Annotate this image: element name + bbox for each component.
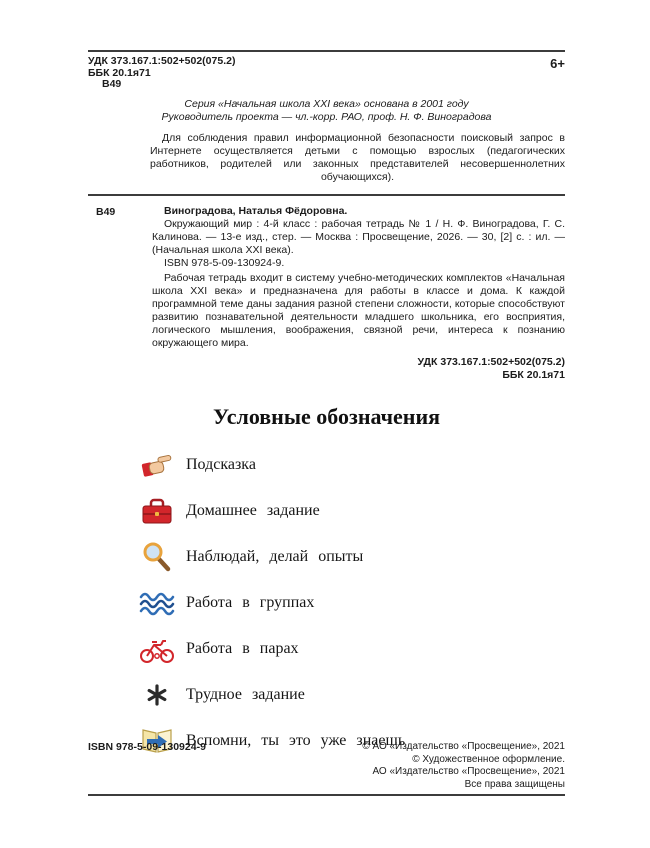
top-rule: [88, 50, 565, 52]
briefcase-icon: [136, 495, 178, 527]
footer: [88, 741, 565, 791]
bbk-code-right: ББК 20.1я71: [502, 368, 565, 381]
page-content: [88, 56, 565, 764]
bib-author-sign: В49: [96, 205, 116, 218]
age-rating-badge: 6+: [550, 56, 565, 71]
legend-label: Наблюдай, делай опыты: [186, 547, 364, 565]
asterisk-icon: [136, 679, 178, 711]
legend-title: Условные обозначения: [212, 403, 441, 429]
bib-annotation: Рабочая тетрадь входит в систему учебно-методических комплектов «Начальная школа XXI века» и предназначена для работы в классе и дома. К каждой программной теме даны задания разной степени сложности, которые способствуют развитию познавательной деятельности младшего школьника, его восприятия, логического мышления, воображения, связной речи, интереса к познанию окружающего мира.: [152, 271, 565, 349]
legend-item-groups: [136, 580, 565, 626]
series-info: [88, 98, 565, 124]
bib-isbn: ISBN 978-5-09-130924-9.: [164, 256, 285, 269]
header-row: [88, 56, 565, 91]
copyright-block: [362, 741, 565, 791]
copyright-line: АО «Издательство «Просвещение», 2021: [372, 766, 565, 777]
series-head-line: Руководитель проекта — чл.-корр. РАО, проф. Н. Ф. Виноградова: [161, 110, 492, 123]
bicycle-icon: [136, 633, 178, 665]
bbk-code: ББК 20.1я71: [88, 66, 151, 79]
series-line: Серия «Начальная школа XXI века» основана в 2001 году: [184, 97, 469, 110]
divider-rule: [88, 194, 565, 196]
hint-hand-icon: [136, 449, 178, 481]
classification-codes: [88, 56, 235, 91]
internet-safety-note: Для соблюдения правил информационной безопасности поисковый запрос в Интернете осуществляется детьми с помощью взрослых (педагогических работников, родителей или законных представителей несовершеннолетних обучающихся).: [150, 131, 565, 183]
copyright-line: Все права защищены: [464, 778, 565, 790]
udk-code-right: УДК 373.167.1:502+502(075.2): [417, 355, 565, 368]
bibliographic-block: [88, 205, 565, 350]
legend-label: Работа в группах: [186, 593, 315, 611]
legend-label: Домашнее задание: [186, 501, 320, 519]
copyright-line: © Художественное оформление.: [412, 753, 565, 765]
udk-code: УДК 373.167.1:502+502(075.2): [88, 55, 236, 67]
bottom-rule: [88, 794, 565, 796]
legend-item-hint: [136, 442, 565, 488]
legend-item-difficult: [136, 672, 565, 718]
legend-label: Трудное задание: [186, 685, 305, 703]
classification-codes-right: [88, 356, 565, 382]
bib-author: Виноградова, Наталья Фёдоровна.: [164, 204, 348, 217]
copyright-line: © АО «Издательство «Просвещение», 2021: [362, 741, 565, 752]
legend-label: Вспомни, ты это уже знаешь: [186, 731, 406, 749]
legend-list: [136, 442, 565, 764]
magnifier-icon: [136, 541, 178, 573]
footer-isbn: ISBN 978-5-09-130924-9: [88, 741, 206, 753]
legend-label: Работа в парах: [186, 639, 299, 657]
group-work-waves-icon: [136, 587, 178, 619]
legend-label: Подсказка: [186, 455, 256, 473]
legend-item-pairs: [136, 626, 565, 672]
legend-item-observe: [136, 534, 565, 580]
author-sign-code: В49: [102, 78, 122, 90]
bib-entry: Окружающий мир : 4-й класс : рабочая тетрадь № 1 / Н. Ф. Виноградова, Г. С. Калинова. — 13-е изд., стер. — Москва : Просвещение, 2026. — 30, [2] с. : ил. — (Начальная школа XXI века).: [152, 217, 565, 256]
legend-item-homework: [136, 488, 565, 534]
